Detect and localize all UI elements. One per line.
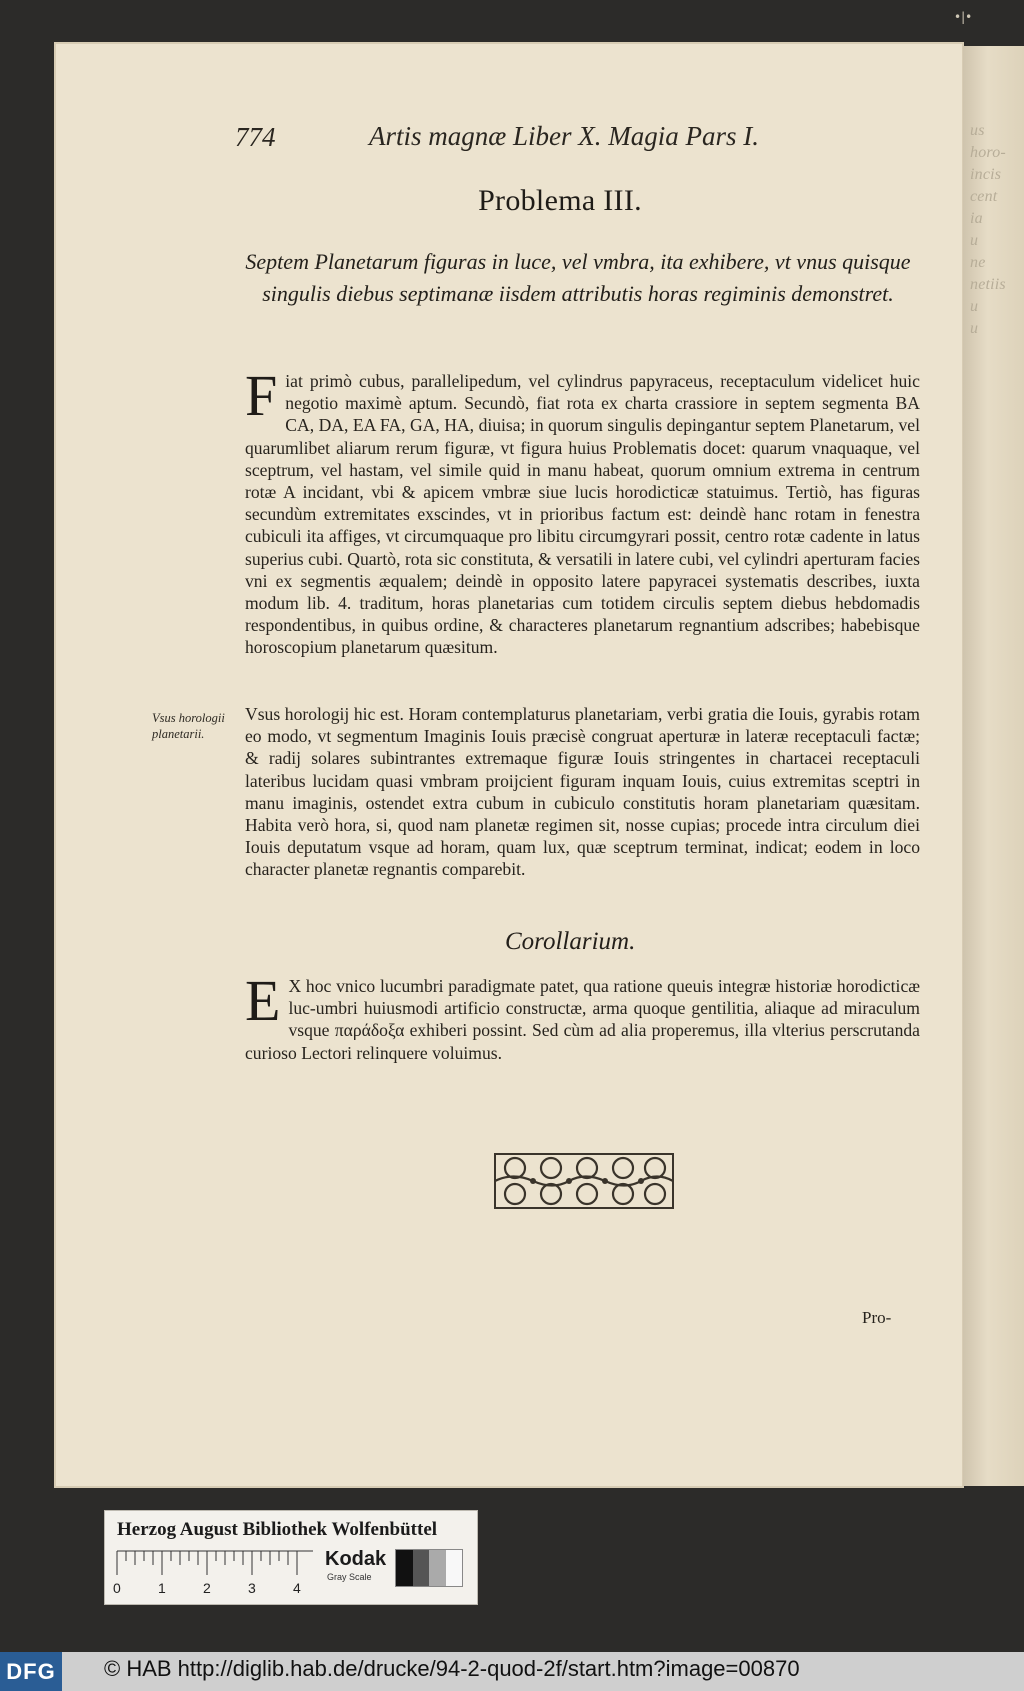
scale-number-2: 2 — [203, 1580, 211, 1596]
catchword: Pro- — [862, 1308, 892, 1327]
problem-subtitle: Septem Planetarum figuras in luce, vel vmbra, ita exhibere, vt vnus quisque singulis diebus septimanæ iisdem attributis horas regiminis demonstret. — [245, 249, 911, 306]
paragraph-2-text: Vsus horologij hic est. Horam contemplaturus planetariam, verbi gratia die Iouis, gyrabis rotam eo modo, vt segmentum Imaginis Iouis præcisè congruat aperturæ in lateræ receptaculi factæ; & radij solares subintrantes extremaque figuræ Iouis stringentes in chartacei receptaculi lateribus lucidam quasi vmbram proijcient figuram inquam Iouis, cuius extremitas sceptri in manu imaginis, ostendet extra cubum in cubiculo constitutis horam planetariam quæsitam. Habita verò hora, si, quod nam planetæ regimen sit, nosse cupias; procede intra circulum diei Iouis deputatum vsque ad horam, quam lux, quæ sceptrum terminat, indicat; eodem in loco character planetæ regnantis comparebit. — [245, 704, 920, 880]
paragraph-3 — [245, 968, 920, 1064]
running-head: Artis magnæ Liber X. Magia Pars I. — [369, 121, 760, 151]
scale-number-0: 0 — [113, 1580, 121, 1596]
corollary-heading: Corollarium. — [505, 928, 636, 955]
dropcap-e: E — [245, 968, 281, 1033]
footer-bar — [0, 1652, 1024, 1691]
scale-number-3: 3 — [248, 1580, 256, 1596]
top-edge-mark: •|• — [954, 10, 973, 24]
kodak-logo: Kodak — [325, 1548, 387, 1570]
paragraph-1 — [245, 363, 920, 659]
gray-scale-label: Gray Scale — [327, 1572, 372, 1582]
gray-swatches — [395, 1549, 463, 1587]
facing-page-bleed-text: us horo- incis cent ia u ne netiis u u — [970, 122, 1006, 337]
scale-number-4: 4 — [293, 1580, 301, 1596]
paragraph-1-text: iat primò cubus, parallelipedum, vel cylindrus papyraceus, receptaculum videlicet huic negotio maximè aptum. Secundò, fiat rota ex charta crassiore in septem segmenta BA CA, DA, EA FA, GA, HA, diuisa; in quorum singulis depingantur septem Planetarum, vel quarumlibet aliarum rerum figuræ, vt figura huius Problematis docet: quarum vnaquaque, vel sceptrum, vel hastam, vel simile quid in manu habeat, quorum omnium extrema in centrum rotæ A incidant, vbi & apicem vmbræ siue lucis horodicticæ statuimus. Tertiò, has figuras secundùm extremitates exscindes, vt in prioribus factum est: deindè hanc rotam in fenestra cubiculi ita affiges, vt circumquaque pro libitu circumgyrari possit, centro rotæ cadente in latus superius cubi. Quartò, rota sic constituta, & versatili in latere cubi, vel cylindri aperturam facies vni ex segmentis æqualem; deindè in opposito latere papyracei systematis describes, iuxta modum lib. 4. traditum, horas planetarias cum totidem circulis septem diebus hebdomadis respondentibus, in quibus ordine, & characteres planetarum regnantium adscribes; habebisque horoscopium planetarum quæsitum. — [245, 371, 920, 658]
margin-note: Vsus horologii planetarii. — [152, 711, 225, 741]
ruler-scale-icon — [113, 1549, 323, 1601]
paragraph-2 — [245, 703, 920, 881]
dropcap-f: F — [245, 363, 278, 428]
library-color-card — [104, 1510, 478, 1605]
dfg-logo: DFG — [0, 1652, 62, 1691]
footer-copyright-link[interactable]: © HAB http://diglib.hab.de/drucke/94-2-quod-2f/start.htm?image=00870 — [104, 1656, 800, 1681]
ornament-icon — [493, 1152, 675, 1210]
library-name: Herzog August Bibliothek Wolfenbüttel — [117, 1519, 438, 1540]
page-number: 774 — [235, 122, 276, 152]
problem-title: Problema III. — [478, 184, 642, 217]
paragraph-3-text: X hoc vnico lucumbri paradigmate patet, qua ratione queuis integræ historiæ horodicticæ luc-umbri huiusmodi artificio constructæ, arma quoque gentilitia, aliaque ad miraculum vsque παράδοξα exhiberi possint. Sed cùm ad alia properemus, illa vlterius perscrutanda curioso Lectori relinquere voluimus. — [245, 976, 920, 1063]
scale-number-1: 1 — [158, 1580, 166, 1596]
